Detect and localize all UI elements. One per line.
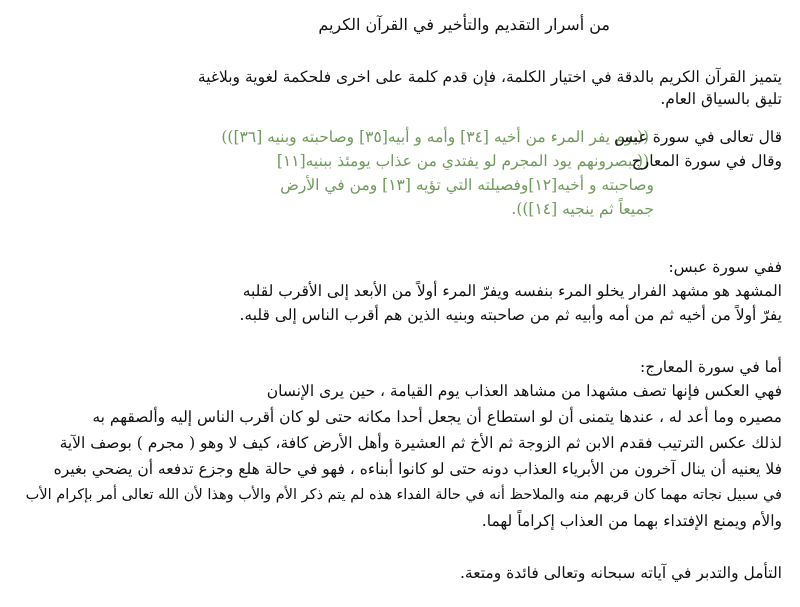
maarij-line-1: فهي العكس فإنها تصف مشهدا من مشاهد العذاب يوم القيامة ، حين يرى الإنسان — [266, 382, 782, 400]
intro-line-2: تليق بالسياق العام. — [660, 90, 782, 108]
maarij-heading: أما في سورة المعارج: — [640, 358, 782, 376]
maarij-line-6: والأم ويمنع الإفتداء بهما من العذاب إكراماً لهما. — [481, 512, 782, 530]
maarij-line-3: لذلك عكس الترتيب فقدم الابن ثم الزوجة ثم الأخ ثم العشيرة وأهل الأرض كافة، كيف لا وهو ( مجرم ) بوصف الآية — [59, 434, 782, 452]
closing-line: التأمل والتدبر في آياته سبحانه وتعالى فائدة ومتعة. — [460, 564, 782, 582]
verse-abasa-label: قال تعالى في سورة عبس — [614, 128, 782, 146]
verse-maarij-line-3: جميعاً ثم ينجيه [١٤])). — [511, 200, 654, 218]
verse-maarij-line-1: ((يبصرونهم يود المجرم لو يفتدي من عذاب يومئذ ببنيه[١١] — [276, 152, 650, 170]
maarij-line-5: في سبيل نجاته مهما كان قربهم منه والملاحظ أنه في حالة الفداء هذه لم يتم ذكر الأم والأب وهذا لأن الله تعالى أمر بإكرام الأب — [25, 487, 782, 503]
maarij-line-2: مصيره وما أعد له ، عندها يتمنى أن لو استطاع أن يجعل أحدا مكانه حتى لو كان أقرب الناس إليه وألصقهم به — [92, 408, 782, 426]
abasa-line-2: يفرّ أولاً من أخيه ثم من أمه وأبيه ثم من صاحبته وبنيه الذين هم أقرب الناس إلى قلبه. — [239, 306, 782, 324]
verse-abasa — [221, 126, 782, 148]
intro-line-1: يتميز القرآن الكريم بالدقة في اختيار الكلمة، فإن قدم كلمة على اخرى فلحكمة لغوية وبلاغية — [197, 68, 782, 86]
maarij-line-4: فلا يعنيه أن ينال آخرون من الأبرياء العذاب دونه حتى لو كانوا أبناءه ، فهو في حالة هلع وجزع تدفعه أن يضحي بغيره — [53, 460, 782, 478]
verse-maarij — [277, 150, 782, 172]
abasa-heading: ففي سورة عبس: — [668, 258, 782, 276]
abasa-line-1: المشهد هو مشهد الفرار يخلو المرء بنفسه ويفرّ المرء أولاً من الأبعد إلى الأقرب لقلبه — [242, 282, 782, 300]
verse-maarij-line-2: وصاحبته و أخيه[١٢]وفصيلته التي تؤيه [١٣] ومن في الأرض — [280, 176, 654, 194]
verse-maarij-label: وقال في سورة المعارج — [631, 152, 782, 170]
document-title: من أسرار التقديم والتأخير في القرآن الكريم — [318, 15, 610, 34]
verse-abasa-text: ((يوم يفر المرء من أخيه [٣٤] وأمه و أبيه[٣٥] وصاحبته وبنيه [٣٦])) — [221, 128, 650, 146]
